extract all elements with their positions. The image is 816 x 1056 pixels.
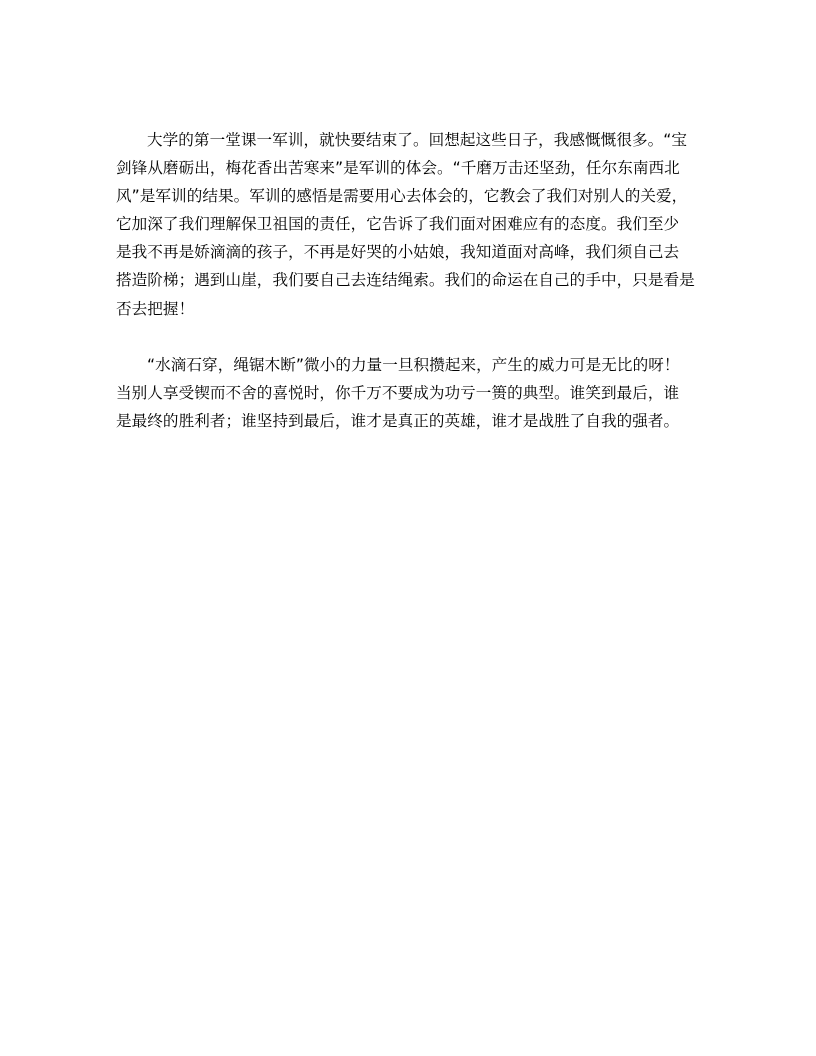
paragraph-2 [116,351,700,435]
paragraph-1-line-1: 大学的第一堂课一军训，就快要结束了。回想起这些日子，我感慨慨很多。“宝 [147,131,688,149]
paragraph-2-line-1: “水滴石穿，绳锯木断”微小的力量一旦积攒起来，产生的威力可是无比的呀！ [147,355,680,374]
paragraph-1-line-7: 否去把握！ [116,299,195,318]
paragraph-2-line-3: 是最终的胜利者；谁坚持到最后，谁才是真正的英雄，谁才是战胜了自我的强者。 [116,411,680,430]
paragraph-2-line-2: 当别人享受锲而不舍的喜悦时，你千万不要成为功亏一篑的典型。谁笑到最后，谁 [116,383,680,402]
document-body [116,126,700,435]
paragraph-1-line-6: 搭造阶梯；遇到山崖，我们要自己去连结绳索。我们的命运在自己的手中，只是看是 [116,271,695,290]
paragraph-1-line-2: 剑锋从磨砺出，梅花香出苦寒来”是军训的体会。“千磨万击还坚劲，任尔东南西北 [116,159,680,178]
paragraph-1-line-4: 它加深了我们理解保卫祖国的责任，它告诉了我们面对困难应有的态度。我们至少 [116,215,680,234]
paragraph-1-line-5: 是我不再是娇滴滴的孩子，不再是好哭的小姑娘，我知道面对高峰，我们须自己去 [116,243,680,262]
paragraph-1 [116,126,700,323]
paragraph-1-line-3: 风”是军训的结果。军训的感悟是需要用心去体会的，它教会了我们对别人的关爱， [116,187,688,206]
